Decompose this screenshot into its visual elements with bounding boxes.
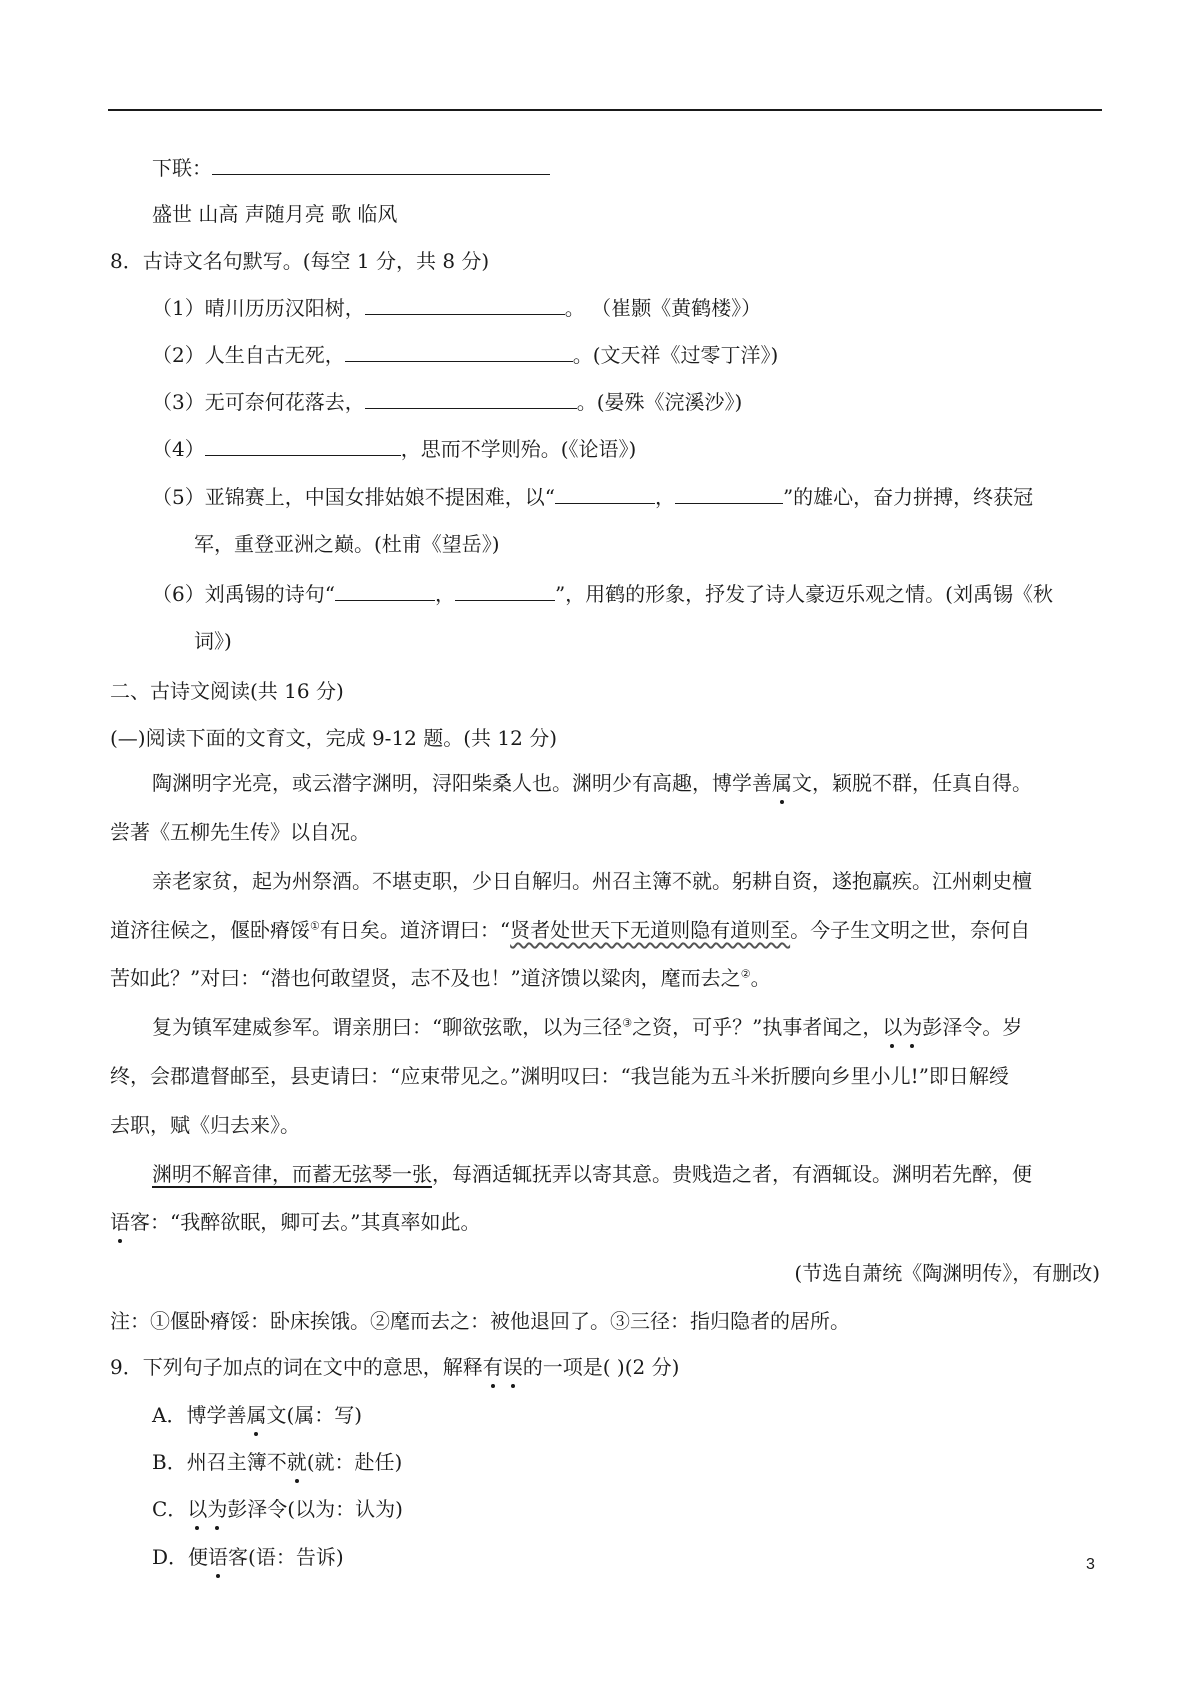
passage-p1-line-2: 尝著《五柳先生传》以自况。: [110, 820, 370, 844]
text: 陶渊明字光亮，或云潜字渊明，浔阳柴桑人也。渊明少有高趣，博学善: [152, 771, 772, 795]
footnote-mark-2: ②: [740, 967, 751, 981]
dotted-char: 为: [207, 1497, 228, 1521]
text: 9．下列句子加点的词在文中的意思，解释: [110, 1355, 483, 1379]
q8-item-3: [152, 388, 742, 416]
q8-item-6-comma: ，: [434, 582, 455, 606]
text: 有日矣。道济谓曰：“: [319, 918, 511, 942]
question-8-title: 8．古诗文名句默写。(每空 1 分，共 8 分): [110, 249, 490, 273]
wavy-underlined-sentence: 贤者处世天下无道则隐有道则至: [510, 918, 791, 942]
q9-option-d: [152, 1543, 344, 1571]
passage-p2-line-1: 亲老家贫，起为州祭酒。不堪吏职，少日自解归。州召主簿不就。躬耕自资，遂抱羸疾。江州刺史檀: [152, 869, 1032, 893]
underlined-sentence: 渊明不解音律，而蓄无弦琴一张: [152, 1162, 432, 1186]
text: 苦如此？”对曰：“潜也何敢望贤，志不及也！”道济馈以粱肉，麾而去之: [110, 966, 741, 990]
q9-option-a: [152, 1401, 362, 1429]
passage-source: (节选自萧统《陶渊明传》，有删改): [794, 1261, 1100, 1285]
dotted-char: 属: [772, 771, 792, 795]
q9-option-b: [152, 1448, 402, 1476]
text: 客(语：告诉): [228, 1545, 344, 1569]
passage-p2-line-3: [110, 964, 771, 992]
q8-item-3-prompt: （3）无可奈何花落去，: [152, 390, 365, 414]
answer-blank: [205, 435, 401, 456]
q8-item-6-text: ”，用鹤的形象，抒发了诗人豪迈乐观之情。(刘禹锡《秋: [554, 582, 1053, 606]
passage-notes: 注：①偃卧瘠馁：卧床挨饿。②麾而去之：被他退回了。③三径：指归隐者的居所。: [110, 1309, 850, 1333]
answer-blank: [675, 483, 783, 504]
q8-item-2-source: 。(文天祥《过零丁洋》): [572, 343, 779, 367]
passage-p4-line-2: [110, 1208, 480, 1236]
couplet-lower-label: 下联：: [152, 156, 212, 180]
q8-item-3-source: 。(晏殊《浣溪沙》): [576, 390, 743, 414]
dotted-char: 为: [902, 1015, 923, 1039]
q9-option-c: [152, 1495, 403, 1523]
dotted-char: 误: [502, 1355, 523, 1379]
dotted-char: 有: [482, 1355, 503, 1379]
answer-blank: [335, 580, 435, 601]
q8-item-6-prompt: （6）刘禹锡的诗句“: [152, 582, 335, 606]
q8-item-5-text: ”的雄心，奋力拼搏，终获冠: [782, 485, 1034, 509]
text: 。今子生文明之世，奈何自: [790, 918, 1031, 942]
passage-p2-line-2: [110, 916, 1030, 944]
q8-item-6: [152, 580, 1053, 608]
q8-item-2: [152, 341, 778, 369]
q8-item-4: [152, 435, 636, 463]
q8-item-5: [152, 483, 1033, 511]
text: A．博学善: [152, 1403, 247, 1427]
answer-blank: [455, 580, 555, 601]
text: ，每酒适辄抚弄以寄其意。贵贱造之者，有酒辄设。渊明若先醉，便: [432, 1162, 1032, 1186]
answer-blank: [365, 294, 565, 315]
q8-item-1: [152, 294, 761, 322]
q8-item-5-prompt: （5）亚锦赛上，中国女排姑娘不提困难，以“: [152, 485, 555, 509]
answer-blank: [365, 388, 577, 409]
q8-item-4-source: ，思而不学则殆。(《论语》): [400, 437, 637, 461]
section-2-part-1-title: (—)阅读下面的文育文，完成 9-12 题。(共 12 分): [110, 726, 558, 750]
q8-item-5-comma: ，: [654, 485, 675, 509]
text: 之资，可乎？”执事者闻之，: [632, 1015, 883, 1039]
q8-item-5-cont: 军，重登亚洲之巅。(杜甫《望岳》): [194, 532, 500, 556]
answer-blank: [345, 341, 573, 362]
page-number: 3: [1086, 1556, 1095, 1573]
text: 复为镇军建威参军。谓亲朋曰：“聊欲弦歌，以为三径: [152, 1015, 623, 1039]
q8-item-1-source: 。 （崔颢《黄鹤楼》）: [564, 296, 762, 320]
header-rule: [108, 109, 1102, 111]
dotted-char: 就: [286, 1450, 307, 1474]
dotted-char: 以: [882, 1015, 903, 1039]
section-2-title: 二、古诗文阅读(共 16 分): [110, 679, 344, 703]
q8-item-1-prompt: （1）晴川历历汉阳树，: [152, 296, 365, 320]
text: D．便: [152, 1545, 209, 1569]
passage-p3-line-3: 去职，赋《归去来》。: [110, 1113, 300, 1137]
answer-blank: [212, 154, 550, 175]
q8-item-2-prompt: （2）人生自古无死，: [152, 343, 345, 367]
answer-blank: [555, 483, 655, 504]
text: 客：“我醉欲眠，卿可去。”其真率如此。: [130, 1210, 481, 1234]
text: B．州召主簿不: [152, 1450, 287, 1474]
text: 的一项是( )(2 分): [522, 1355, 680, 1379]
passage-p4-line-1: [152, 1160, 1032, 1188]
dotted-char: 属: [246, 1403, 267, 1427]
passage-p1-line-1: [152, 769, 1032, 797]
dotted-char: 语: [208, 1545, 229, 1569]
passage-p3-line-1: [152, 1013, 1022, 1041]
footnote-mark-3: ③: [622, 1016, 633, 1030]
couplet-word-bank: 盛世 山高 声随月亮 歌 临风: [152, 202, 398, 226]
passage-p3-line-2: 终，会郡遣督邮至，县吏请曰：“应束带见之。”渊明叹曰：“我岂能为五斗米折腰向乡里小儿!”即日解绶: [110, 1064, 1009, 1088]
text: 文，颖脱不群，任真自得。: [792, 771, 1032, 795]
dotted-char: 以: [187, 1497, 208, 1521]
q8-item-4-prompt: （4）: [152, 437, 205, 461]
text: 文(属：写): [266, 1403, 363, 1427]
couplet-lower-line: [152, 154, 550, 182]
text: C．: [152, 1497, 188, 1521]
text: 。: [750, 966, 771, 990]
footnote-mark-1: ①: [310, 919, 320, 933]
q8-item-6-cont: 词》): [194, 629, 232, 653]
text: 彭泽令(以为：认为): [227, 1497, 403, 1521]
question-9-stem: [110, 1353, 679, 1381]
text: 彭泽令。岁: [922, 1015, 1023, 1039]
text: (就：赴任): [306, 1450, 403, 1474]
text: 道济往候之，偃卧瘠馁: [110, 918, 310, 942]
dotted-char: 语: [110, 1210, 130, 1234]
